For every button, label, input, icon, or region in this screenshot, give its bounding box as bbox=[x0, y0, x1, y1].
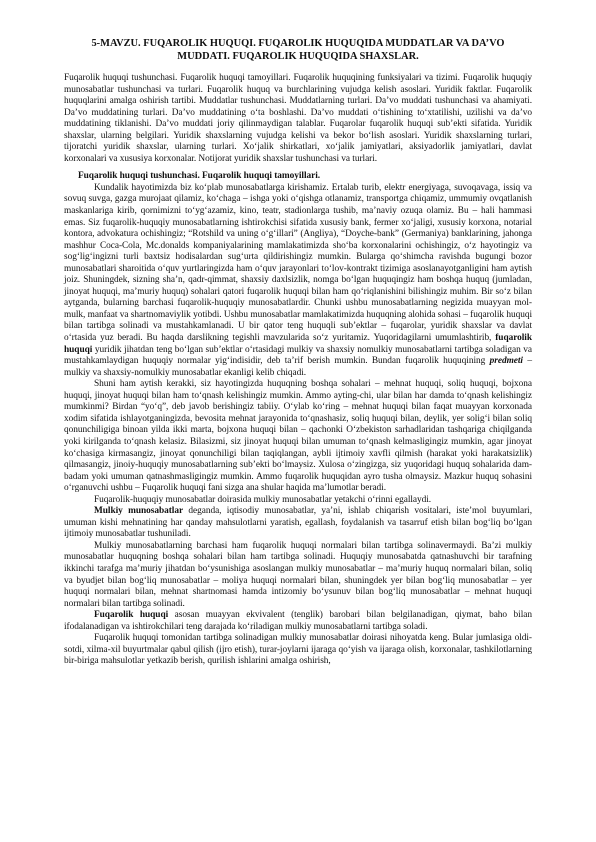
paragraph-scope: Fuqarolik huquqi tomonidan tartibga solinadigan mulkiy munosabatlar doirasi nihoyatda keng. Bular jumlasiga oldi-sotdi, xilma-xil buyurtmalar qabul qilish (ijro etish), turar-joylarni ijaraga qo‘yish va ijaraga olish, korxonalar, tashkilotlarning bir-biriga mahsulotlar yetkazib berish, qurilish ishlarini amalga oshirish, bbox=[64, 633, 532, 667]
paragraph-text: – mulkiy va shaxsiy-nomulkiy munosabatlar ekanligi kelib chiqadi. bbox=[64, 356, 532, 378]
topic-outline-paragraph: Fuqarolik huquqi tushunchasi. Fuqarolik huquqi tamoyillari. Fuqarolik huquqining funksiyalari va tizimi. Fuqarolik huquqiy munosabatlar tushunchasi va turlari. Fuqarolik huquq va burchlarining vujudga kelish asoslari. Yuridik faktlar. Fuqarolik huquqlarini amalga oshirish tartibi. Muddatlar tushunchasi. Muddatlarning turlari. Da’vo muddati tushunchasi va ahamiyati. Da’vo muddatining turlari. Da’vo muddatining o‘ta boshlashi. Da’vo muddati o‘tishining to‘xtatilishi, uzilishi va da’vo muddatining tiklanishi. Da’vo muddati joriy qilinmaydigan talablar. Fuqarolar fuqarolik huquqi sub’ekti sifatida. Yuridik shaxslar, ularning belgilari. Yuridik shaxslarning vujudga kelishi va bekor bo‘lish asoslari. Yuridik shaxslarning turlari, tijoratchi yuridik shaxslar, ularning turlari. Xo‘jalik shirkatlari, xo‘jalik jamiyatlari, aksiyadorlik jamiyatlari, davlat korxonalari va xususiya korxonalar. Notijorat yuridik shaxslar tushunchasi va turlari. bbox=[64, 73, 532, 164]
paragraph-other-branches: Shuni ham aytish kerakki, siz hayotingizda huquqning boshqa sohalari – mehnat huquqi, soliq huquqi, bojxona huquqi, jinoyat huquqi bilan ham to‘qnash kelishingiz mumkin. Ammo ayting-chi, ular bilan har damda to‘qnash kelishingiz mumkinmi? Birdan “yo‘q”, deb javob berishingiz tabiiy. O‘ylab ko‘ring – mehnat huquqi bilan faqat muayyan korxonada xodim sifatida ishlayotganingizda, bevosita mehnat jarayonida to‘qnashasiz, soliq huquqi bilan, deylik, yer solig‘i bilan soliq qonunchiligiga binoan yilda ikki marta, bojxona huquqi bilan – qachonki O‘zbekiston sarhadlaridan tashqariga chiqilganda yoki kirilganda to‘qnash kelasiz. Bilasizmi, siz jinoyat huquqi bilan umuman to‘qnash kelmasligingiz mumkin, agar jinoyat ko‘chasiga kirmasangiz, jinoyat qonunchiligi bilan taqiqlangan, aybli ijtimoiy xavfli qilmish (harakat yoki harakatsizlik) qilmasangiz, jinoiy-huquqiy munosabatlarning sub’ekti bo‘lmaysiz. Xulosa o‘zingizga, siz yuqoridagi huquq sohalarida dam-badam yoki umuman qatnashmasligingiz mumkin. Ammo fuqarolik huquqidan ayro tusha olmaysiz. Mazkur huquq sohasini o‘rganuvchi ushbu – Fuqarolik huquqi fani sizga ana shular haqida ma’lumotlar beradi. bbox=[64, 379, 532, 494]
paragraph-everyday-relations bbox=[64, 183, 532, 379]
document-title: 5-MAVZU. FUQAROLIK HUQUQI. FUQAROLIK HUQUQIDA MUDDATLAR VA DA’VO MUDDATI. FUQAROLIK HUQUQIDA SHAXSLAR. bbox=[91, 38, 505, 62]
paragraph-other-regulation: Mulkiy munosabatlarning barchasi ham fuqarolik huquqi normalari bilan tartibga solinavermaydi. Ba’zi mulkiy munosabatlar huquqning boshqa sohalari bilan ham tartibga solinadi. Huquqiy munosabatda qatnashuvchi bir tarafning ikkinchi tarafga ma’muriy jihatdan bo‘ysunishiga asoslangan mulkiy munosabatlar – ma’muriy huquq normalari bilan, soliq va byudjet bilan bog‘liq munosabatlar – moliya huquqi normalari bilan, shuningdek yer bilan bog‘liq munosabatlar – yer huquqi normalari bilan, mehnat shartnomasi hamda intizomiy bo‘ysunuv bilan bog‘liq munosabatlar – mehnat huquqi normalari bilan tartibga solinadi. bbox=[64, 540, 532, 609]
section-heading-text: Fuqarolik huquqi tushunchasi. Fuqarolik huquqi tamoyillari. bbox=[78, 171, 321, 182]
paragraph-text: yuridik jihatdan teng bo‘lgan sub’ektlar o‘rtasidagi mulkiy va shaxsiy nomulkiy munosabatlarni tartibga soladigan va mustahkamlaydigan huquqiy normalar yig‘indisidir, deb ta’rif berish mumkin. Bundan fuqarolik huquqining bbox=[64, 344, 532, 367]
paragraph-text: Kundalik hayotimizda biz ko‘plab munosabatlarga kirishamiz. Ertalab turib, elektr energiyaga, suvoqavaga, issiq va sovuq suvga, gazga murojaat qilamiz, ko‘chaga – ishga yoki o‘qishga otlanamiz, transportga chiqamiz, ummumiy ovqatlanish maskanlariga kirib, qornimizni to‘yg‘azamiz, kino, teatr, stadionlarga tushib, ma’naviy ozuqa olamiz. Bu – hali hammasi emas. Siz fuqarolik-huquqiy munosabatlarning ishtirokchisi sifatida xususiy bank, fermer xo‘jaligi, xususiy korxona, notarial kontora, advokatura ochishingiz; “Rotshild va uning o‘g‘illari” (Angliya), “Doyche-bank” (Germaniya) banklarining, jahonga mashhur Coca-Cola, Mc.donalds kompaniyalarining mamlakatimizda sho‘ba korxonalarini ochishingiz, o‘z hayotingiz va sog‘lig‘ingizni turli baxtsiz hodisalardan sug‘urta qildirishingiz mumkin. Bularga qo‘shimcha ravishda bugungi bozor munosabatlari sharoitida o‘quv yurtlaringizda ham o‘quv jarayonlari to‘lov-kontrakt tizimiga asoslanayotganligini ham aytish joiz. Shuningdek, sizning sha’n, qadr-qimmat, shaxsiy daxlsizlik, nomga bo‘lgan huquqingiz ham boshqa huquq (jumladan, jinoyat huquqi, ma’muriy huquq) sohalari qatori fuqarolik huquqi bilan ham qo‘riqlanishini bilishingiz muhim. Bir so‘z bilan aytganda, bularning barchasi fuqarolik-huquqiy munosabatlardir. Chunki ushbu munosabatlarning negizida muayyan mol-mulk, manfaat va shartnomaviylik yotibdi. Ushbu munosabatlar mamlakatimizda huquqning alohida sohasi – fuqarolik huquqi bilan tartibga solinadi va mustahkamlanadi. U bir qator teng huquqli sub’ektlar – fuqarolar, yuridik shaxslar va davlat o‘rtasida yuz beradi. Bu haqda darslikning tegishli mavzularida so‘z yuritamiz. Yuqoridagilarni umumlashtirib, bbox=[64, 182, 532, 344]
bold-term-fuqarolik-huquqi: Fuqarolik huquqi bbox=[94, 610, 169, 621]
paragraph-text: asosan muayyan ekvivalent (tenglik) barobari bilan belgilanadigan, qiymat, baho bilan ifodalanadigan va ishtirokchilari teng darajada ko‘riladigan mulkiy munosabatlarni tartibga soladi. bbox=[64, 610, 532, 632]
bold-term-fuqarolik-huquqi: fuqarolik huquqi bbox=[64, 333, 532, 355]
section-heading bbox=[64, 171, 532, 183]
paragraph-text: deganda, iqtisodiy munosabatlar, ya’ni, ishlab chiqarish vositalari, iste’mol buyumlari, umuman kishi mehnatining har qanday mahsulotlarni yaratish, egallash, foydalanish va tasarruf etish bilan bog‘liq bo‘lgan ijtimoiy munosabatlar tushuniladi. bbox=[64, 506, 533, 540]
paragraph-property-relations-lead: Fuqarolik-huquqiy munosabatlar doirasida mulkiy munosabatlar yetakchi o‘rinni egallaydi. bbox=[94, 494, 432, 505]
paragraph-equivalence bbox=[64, 610, 532, 633]
bold-italic-term-predmeti: predmeti bbox=[489, 356, 523, 367]
paragraph-property-relations-definition bbox=[64, 506, 532, 541]
bold-term-mulkiy-munosabatlar: Mulkiy munosabatlar bbox=[94, 506, 184, 517]
